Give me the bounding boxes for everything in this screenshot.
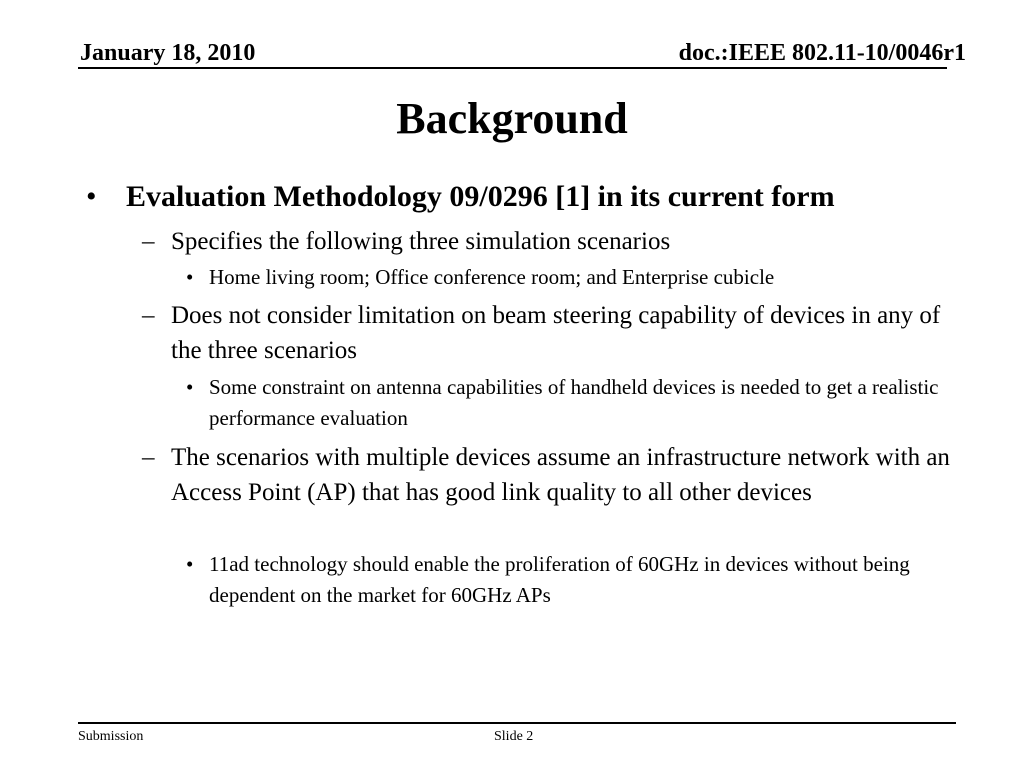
bullet-level2: The scenarios with multiple devices assume an infrastructure network with an Access Point (AP) that has good link quality to all other devices bbox=[171, 444, 950, 506]
footer-slide-number: Slide 2 bbox=[494, 729, 534, 744]
footer-divider bbox=[78, 722, 956, 724]
bullet-level1: Evaluation Methodology 09/0296 [1] in its current form bbox=[126, 180, 835, 213]
level2-bullet-marker: – bbox=[142, 228, 155, 255]
level2-bullet-marker: – bbox=[142, 302, 155, 329]
bullet-level2: Specifies the following three simulation scenarios bbox=[171, 228, 671, 255]
header-doc-id: doc.:IEEE 802.11-10/0046r1 bbox=[678, 40, 966, 66]
level3-bullet-marker: • bbox=[186, 265, 194, 289]
bullet-level2: Does not consider limitation on beam steering capability of devices in any of the three scenarios bbox=[171, 302, 941, 364]
slide-title: Background bbox=[396, 94, 628, 143]
header-date: January 18, 2010 bbox=[80, 40, 256, 66]
level3-bullet-marker: • bbox=[186, 552, 194, 576]
level1-bullet-marker: • bbox=[86, 180, 97, 213]
level3-bullet-marker: • bbox=[186, 375, 194, 399]
bullet-level3: Some constraint on antenna capabilities of handheld devices is needed to get a realistic performance evaluation bbox=[209, 375, 939, 430]
level2-bullet-marker: – bbox=[142, 444, 155, 471]
footer-submission: Submission bbox=[78, 729, 144, 744]
bullet-level3: 11ad technology should enable the proliferation of 60GHz in devices without being dependent on the market for 60GHz APs bbox=[209, 552, 910, 607]
bullet-level3: Home living room; Office conference room; and Enterprise cubicle bbox=[209, 265, 775, 289]
